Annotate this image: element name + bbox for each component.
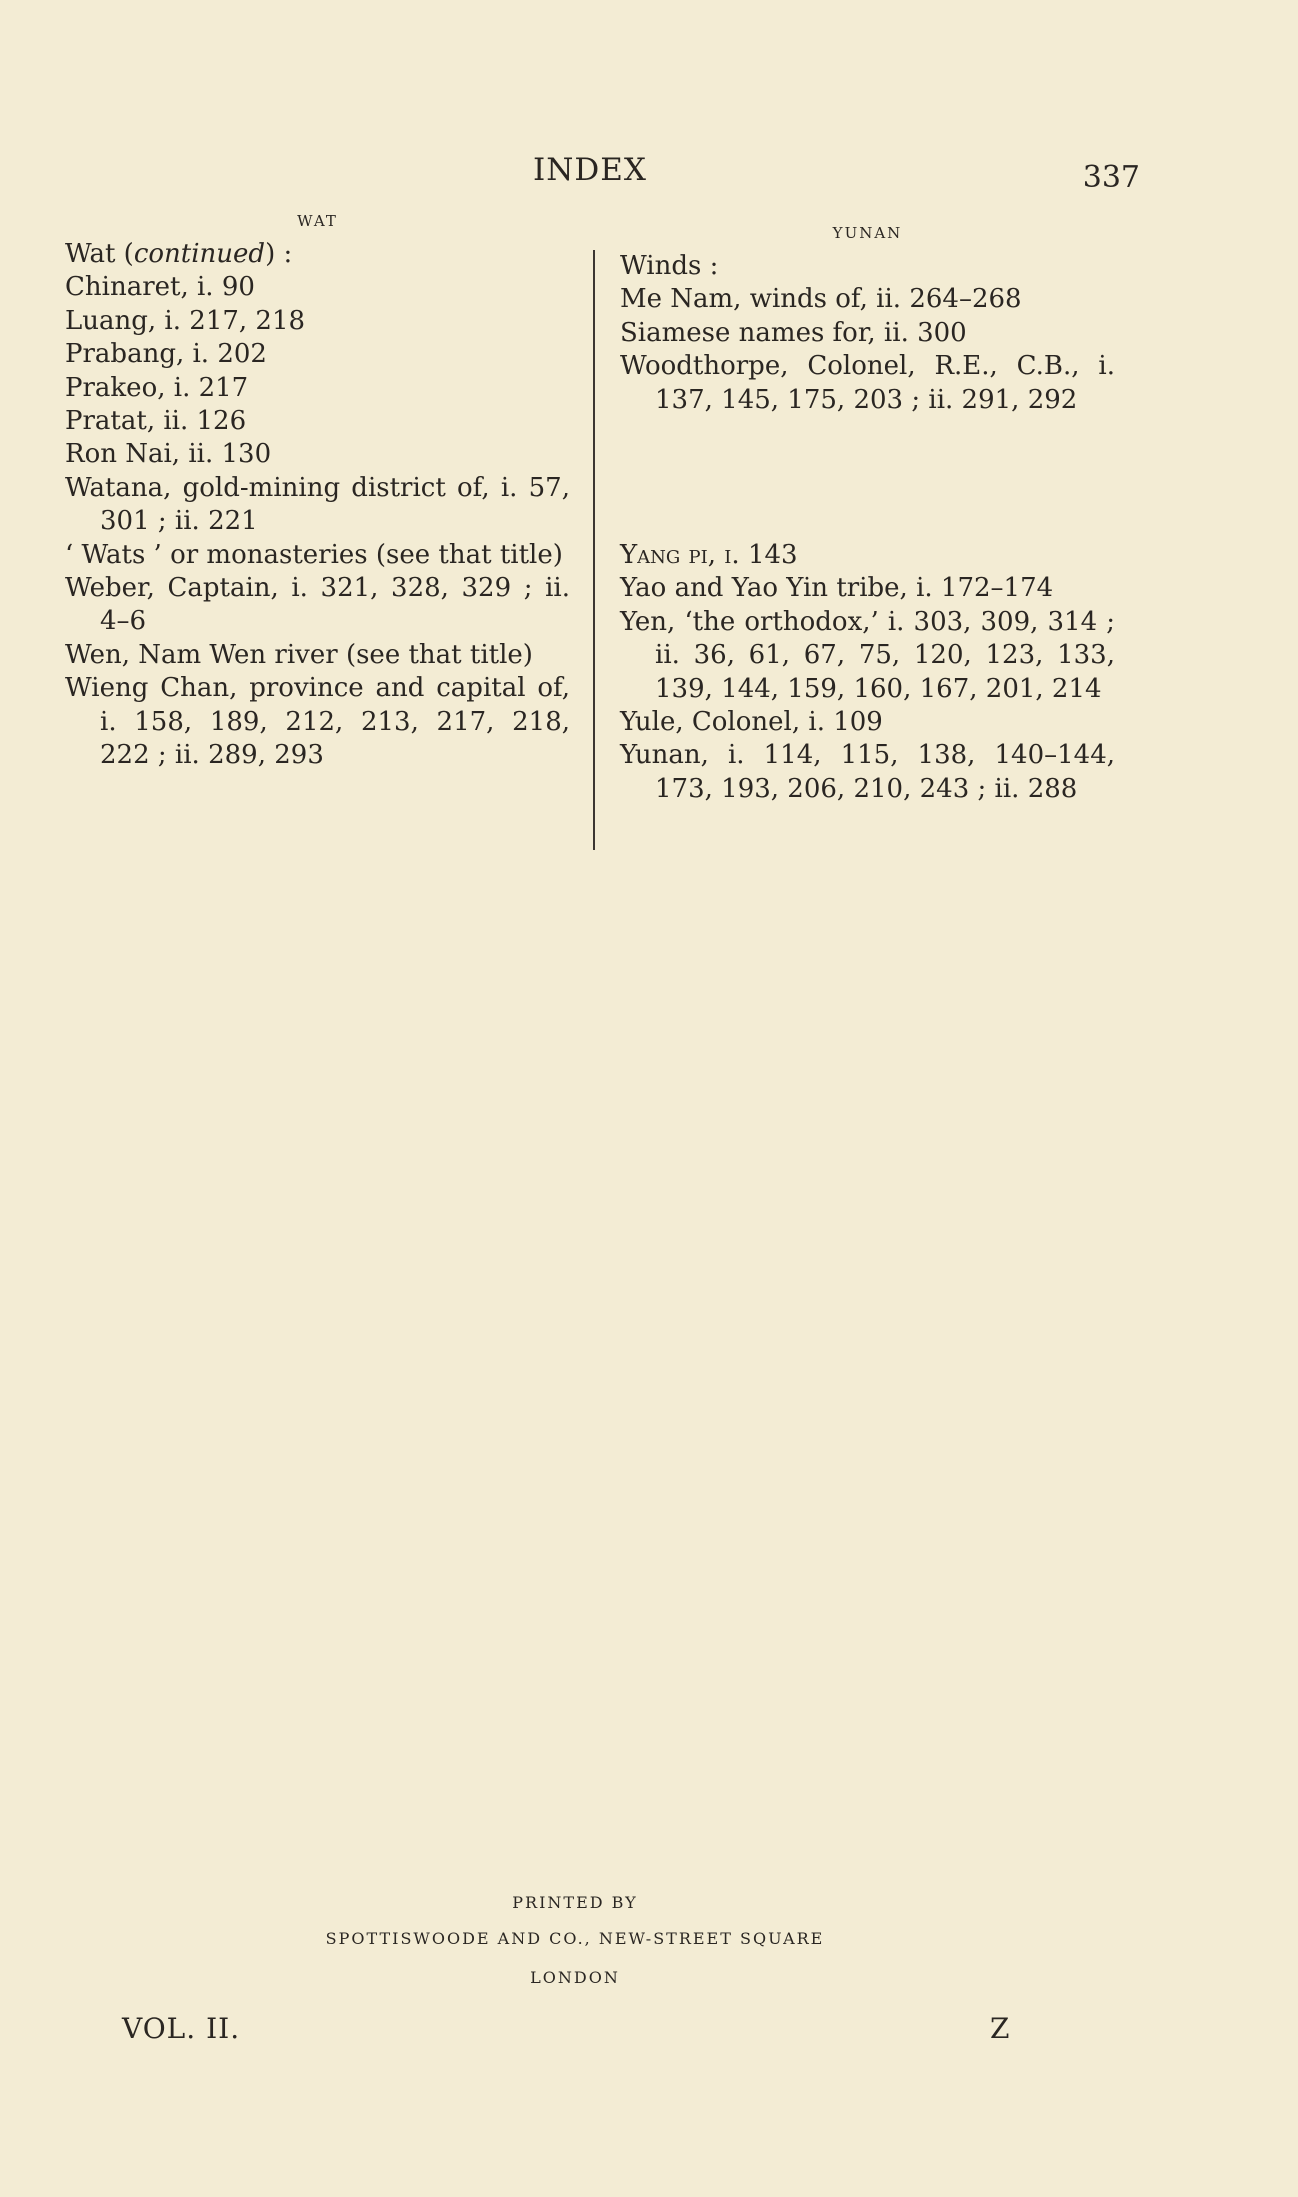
index-entry-yang-pi: Yang pi, i. 143 bbox=[620, 540, 798, 571]
left-column bbox=[65, 212, 570, 773]
index-subentry: Pratat, ii. 126 bbox=[65, 406, 247, 437]
right-entries bbox=[620, 250, 1115, 806]
index-entry: Wat (continued) : bbox=[65, 239, 293, 269]
section-gap bbox=[620, 417, 1115, 539]
index-entry: Wieng Chan, province and capital of, i. 158, 189, 212, 213, 217, 218, 222 ; ii. 289, 293 bbox=[65, 673, 570, 771]
right-column bbox=[620, 212, 1115, 806]
index-subentry: Me Nam, winds of, ii. 264–268 bbox=[620, 284, 1022, 315]
left-entries bbox=[65, 238, 570, 773]
index-subentry: Ron Nai, ii. 130 bbox=[65, 439, 272, 470]
column-divider bbox=[593, 250, 595, 850]
index-subentry: Prabang, i. 202 bbox=[65, 339, 267, 370]
index-entry: Yen, ‘the orthodox,’ i. 303, 309, 314 ; ii. 36, 61, 67, 75, 120, 123, 133, 139, 144, 159, 160, 167, 201, 214 bbox=[620, 606, 1115, 704]
index-subentry: Luang, i. 217, 218 bbox=[65, 305, 306, 336]
index-entry: Yunan, i. 114, 115, 138, 140–144, 173, 193, 206, 210, 243 ; ii. 288 bbox=[620, 740, 1115, 804]
index-entry: Wen, Nam Wen river (see that title) bbox=[65, 639, 533, 670]
index-subentry: Chinaret, i. 90 bbox=[65, 272, 255, 303]
running-title: INDEX bbox=[533, 152, 647, 188]
index-entry: Yao and Yao Yin tribe, i. 172–174 bbox=[620, 573, 1054, 604]
index-entry: Winds : bbox=[620, 251, 719, 281]
volume-signature: VOL. II. bbox=[122, 2012, 241, 2045]
left-catchword: WAT bbox=[297, 212, 338, 230]
index-subentry: Siamese names for, ii. 300 bbox=[620, 317, 967, 348]
index-entry: Watana, gold-mining district of, i. 57, 301 ; ii. 221 bbox=[65, 472, 570, 537]
index-entry: Weber, Captain, i. 321, 328, 329 ; ii. 4–6 bbox=[65, 573, 570, 637]
imprint-line: LONDON bbox=[530, 1968, 620, 1987]
index-entry: ‘ Wats ’ or monasteries (see that title) bbox=[65, 539, 563, 570]
imprint-line: PRINTED BY bbox=[512, 1893, 638, 1912]
imprint-line: SPOTTISWOODE AND CO., NEW-STREET SQUARE bbox=[325, 1929, 825, 1948]
gathering-signature: Z bbox=[990, 2012, 1011, 2045]
index-subentry: Prakeo, i. 217 bbox=[65, 372, 249, 403]
right-catchword: YUNAN bbox=[832, 224, 903, 242]
index-entry: Woodthorpe, Colonel, R.E., C.B., i. 137, 145, 175, 203 ; ii. 291, 292 bbox=[620, 351, 1115, 415]
page-number: 337 bbox=[1082, 160, 1140, 195]
index-entry: Yule, Colonel, i. 109 bbox=[620, 707, 883, 738]
